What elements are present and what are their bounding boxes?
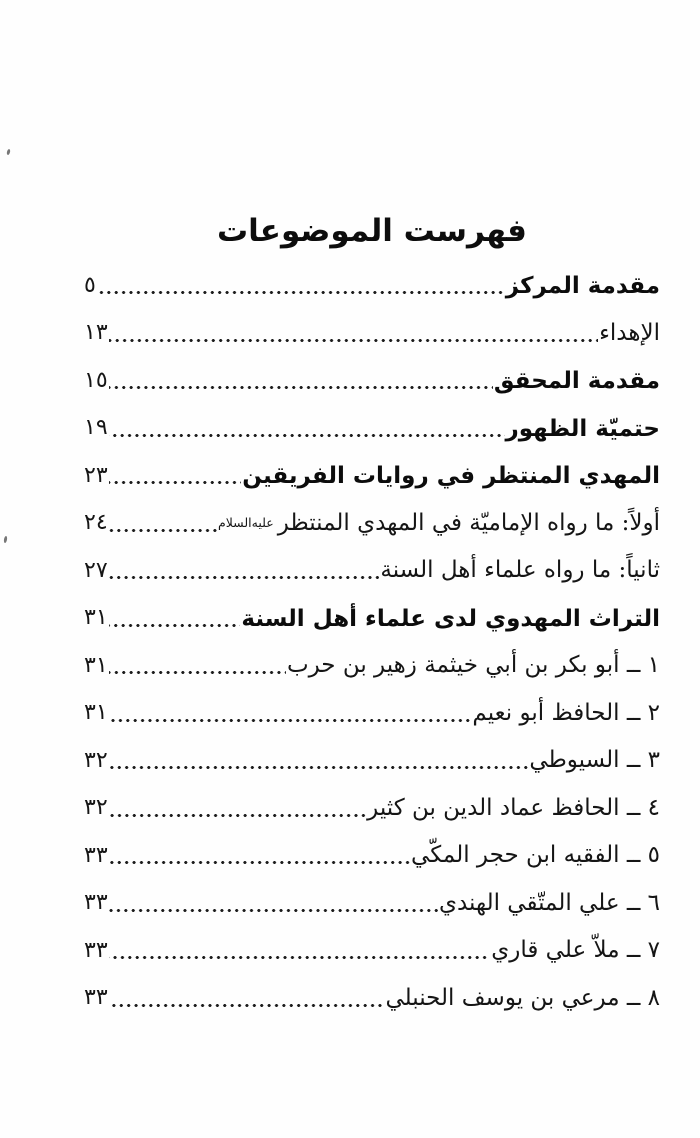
toc-entry bbox=[84, 357, 660, 405]
toc-entry-title bbox=[380, 559, 660, 582]
toc-entry-label: ٣ ــ السيوطي bbox=[529, 747, 660, 774]
toc-entry-label: ١ ــ أبو بكر بن أبي خيثمة زهير بن حرب bbox=[286, 652, 660, 679]
toc-entry bbox=[84, 310, 660, 358]
toc-entry bbox=[84, 690, 660, 738]
toc-entry-title bbox=[411, 844, 660, 867]
toc-page-number: ٣١ bbox=[84, 605, 108, 631]
toc-entry-label: ٧ ــ ملاّ علي قاري bbox=[491, 937, 660, 964]
toc-entry-label: ٨ ــ مرعي بن يوسف الحنبلي bbox=[385, 984, 660, 1011]
toc-entry-title bbox=[491, 939, 660, 962]
toc-entry-label: مقدمة المركز bbox=[505, 272, 660, 300]
toc-entry-label: التراث المهدوي لدى علماء أهل السنة bbox=[241, 604, 660, 632]
toc-entry bbox=[84, 737, 660, 785]
dotted-leader bbox=[109, 785, 366, 833]
toc-page-number: ٢٤ bbox=[84, 510, 108, 536]
toc-entry-label: مقدمة المحقق bbox=[493, 367, 660, 395]
toc-entry-label: ٥ ــ الفقيه ابن حجر المكّي bbox=[411, 842, 660, 869]
toc-entry-title bbox=[505, 414, 661, 442]
dotted-leader bbox=[109, 452, 242, 500]
dotted-leader bbox=[109, 310, 598, 358]
dotted-leader bbox=[109, 880, 438, 928]
toc-entry bbox=[84, 405, 660, 453]
scan-artifact bbox=[6, 149, 10, 156]
toc-page-number: ٣٢ bbox=[84, 795, 108, 821]
dotted-leader bbox=[109, 357, 493, 405]
toc-entry-title bbox=[493, 367, 660, 395]
toc-entry-label: الإهداء bbox=[599, 319, 660, 346]
toc-page-number: ٣٣ bbox=[84, 890, 108, 916]
toc-page-number: ٥ bbox=[84, 272, 96, 298]
toc-page-number: ١٩ bbox=[84, 415, 108, 441]
dotted-leader bbox=[109, 975, 385, 1023]
toc-page-number: ٢٧ bbox=[84, 557, 108, 583]
toc-entry-label: أولاً: ما رواه الإماميّة في المهدي المنتظر bbox=[277, 509, 660, 536]
toc-entry-title bbox=[241, 604, 660, 632]
toc-page-number: ٣٣ bbox=[84, 985, 108, 1011]
toc-entry bbox=[84, 500, 660, 548]
scan-artifact bbox=[3, 536, 7, 543]
dotted-leader bbox=[109, 500, 217, 548]
toc-entry bbox=[84, 595, 660, 643]
toc-entry-title bbox=[529, 749, 660, 772]
dotted-leader bbox=[109, 832, 410, 880]
toc-entry-title bbox=[217, 509, 660, 536]
toc-entry bbox=[84, 927, 660, 975]
toc-entry-title bbox=[242, 462, 660, 490]
toc-entry-title bbox=[367, 794, 660, 821]
dotted-leader bbox=[109, 737, 529, 785]
dotted-leader bbox=[109, 927, 491, 975]
toc-entry-label: حتميّة الظهور bbox=[505, 414, 660, 442]
toc-entry bbox=[84, 262, 660, 310]
toc-entry-title bbox=[599, 319, 660, 346]
toc-entry-title bbox=[287, 654, 660, 677]
toc-page-number: ١٣ bbox=[84, 320, 108, 346]
toc-entry bbox=[84, 452, 660, 500]
dotted-leader bbox=[97, 262, 505, 310]
table-of-contents bbox=[84, 262, 660, 1022]
toc-entry-label: ثانياً: ما رواه علماء أهل السنة bbox=[380, 557, 660, 584]
toc-entry-label: ٤ ــ الحافظ عماد الدين بن كثير bbox=[367, 794, 660, 821]
toc-page-number: ١٥ bbox=[84, 367, 108, 393]
dotted-leader bbox=[109, 642, 286, 690]
toc-page-number: ٢٣ bbox=[84, 462, 108, 488]
toc-entry bbox=[84, 880, 660, 928]
toc-entry-label: المهدي المنتظر في روايات الفريقين bbox=[242, 462, 660, 490]
toc-entry bbox=[84, 785, 660, 833]
dotted-leader bbox=[109, 547, 380, 595]
toc-page-number: ٣١ bbox=[84, 700, 108, 726]
toc-page-number: ٣٣ bbox=[84, 842, 108, 868]
toc-entry-title bbox=[472, 699, 660, 726]
toc-entry bbox=[84, 547, 660, 595]
toc-entry-title bbox=[505, 272, 660, 300]
toc-entry bbox=[84, 832, 660, 880]
toc-page-number: ٣١ bbox=[84, 652, 108, 678]
toc-page-number: ٣٣ bbox=[84, 937, 108, 963]
toc-entry-title bbox=[438, 889, 660, 916]
dotted-leader bbox=[109, 405, 505, 453]
honorific-alayhis-salam-icon: عليه‌السلام bbox=[217, 514, 274, 530]
toc-entry-title bbox=[385, 984, 660, 1011]
toc-entry bbox=[84, 642, 660, 690]
dotted-leader bbox=[109, 690, 472, 738]
toc-entry bbox=[84, 975, 660, 1023]
toc-entry-label: ٢ ــ الحافظ أبو نعيم bbox=[472, 699, 660, 726]
toc-page-number: ٣٢ bbox=[84, 747, 108, 773]
dotted-leader bbox=[109, 595, 241, 643]
page-title: فهرست الموضوعات bbox=[217, 213, 527, 249]
toc-entry-label: ٦ ــ علي المتّقي الهندي bbox=[438, 889, 660, 916]
